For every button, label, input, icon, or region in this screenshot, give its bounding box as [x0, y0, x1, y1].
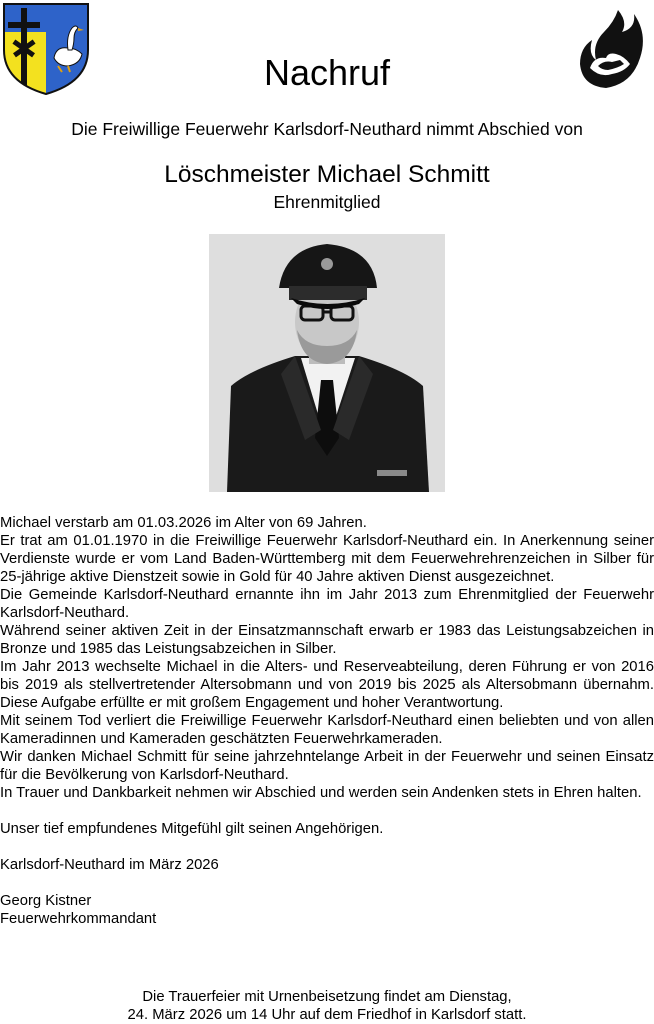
page-title: Nachruf [263, 52, 391, 93]
funeral-notice [0, 988, 654, 1024]
body-paragraph: Er trat am 01.01.1970 in die Freiwillige Feuerwehr Karlsdorf-Neuthard ein. In Anerkennung seiner Verdienste wurde er vom Land Baden-Württemberg mit dem Feuerwehrehrenzeichen in Silber für 25-jährige aktive Dienstzeit sowie in Gold für 40 Jahre aktiven Dienst ausgezeichnet. [0, 533, 654, 585]
body-paragraph: Michael verstarb am 01.03.2026 im Alter von 69 Jahren. [0, 515, 367, 531]
funeral-notice-line: Die Trauerfeier mit Urnenbeisetzung findet am Dienstag, [142, 989, 512, 1005]
intro-line: Die Freiwillige Feuerwehr Karlsdorf-Neuthard nimmt Abschied von [71, 119, 583, 139]
body-paragraph: Während seiner aktiven Zeit in der Einsatzmannschaft erwarb er 1983 das Leistungsabzeichen in Bronze und 1985 das Leistungsabzeichen in Silber. [0, 623, 654, 657]
body-paragraph: Die Gemeinde Karlsdorf-Neuthard ernannte ihn im Jahr 2013 zum Ehrenmitglied der Feuerwehr Karlsdorf-Neuthard. [0, 587, 654, 621]
body-paragraph: Mit seinem Tod verliert die Freiwillige Feuerwehr Karlsdorf-Neuthard einen beliebten und von allen Kameradinnen und Kameraden geschätzten Feuerwehrkameraden. [0, 713, 654, 747]
funeral-notice-line: 24. März 2026 um 14 Uhr auf dem Friedhof in Karlsdorf statt. [127, 1007, 527, 1023]
honor-title: Ehrenmitglied [273, 192, 381, 212]
signer-role: Feuerwehrkommandant [0, 911, 157, 927]
place-date: Karlsdorf-Neuthard im März 2026 [0, 857, 219, 873]
signer-name: Georg Kistner [0, 893, 92, 909]
body-paragraph: Wir danken Michael Schmitt für seine jahrzehntelange Arbeit in der Feuerwehr und seinen Einsatz für die Bevölkerung von Karlsdorf-Neuthard. [0, 749, 654, 783]
obituary-text [0, 514, 654, 928]
body-paragraph: In Trauer und Dankbarkeit nehmen wir Abschied und werden sein Andenken stets in Ehren halten. [0, 785, 642, 801]
condolence-line: Unser tief empfundenes Mitgefühl gilt seinen Angehörigen. [0, 821, 384, 837]
deceased-name: Löschmeister Michael Schmitt [164, 161, 490, 188]
portrait-photo [209, 234, 445, 492]
body-paragraph: Im Jahr 2013 wechselte Michael in die Alters- und Reserveabteilung, deren Führung er von 2016 bis 2019 als stellvertretender Altersobmann und von 2019 bis 2025 als Altersobmann übernahm. Diese Aufgabe erfüllte er mit großem Engagement und hoher Verantwortung. [0, 659, 654, 711]
